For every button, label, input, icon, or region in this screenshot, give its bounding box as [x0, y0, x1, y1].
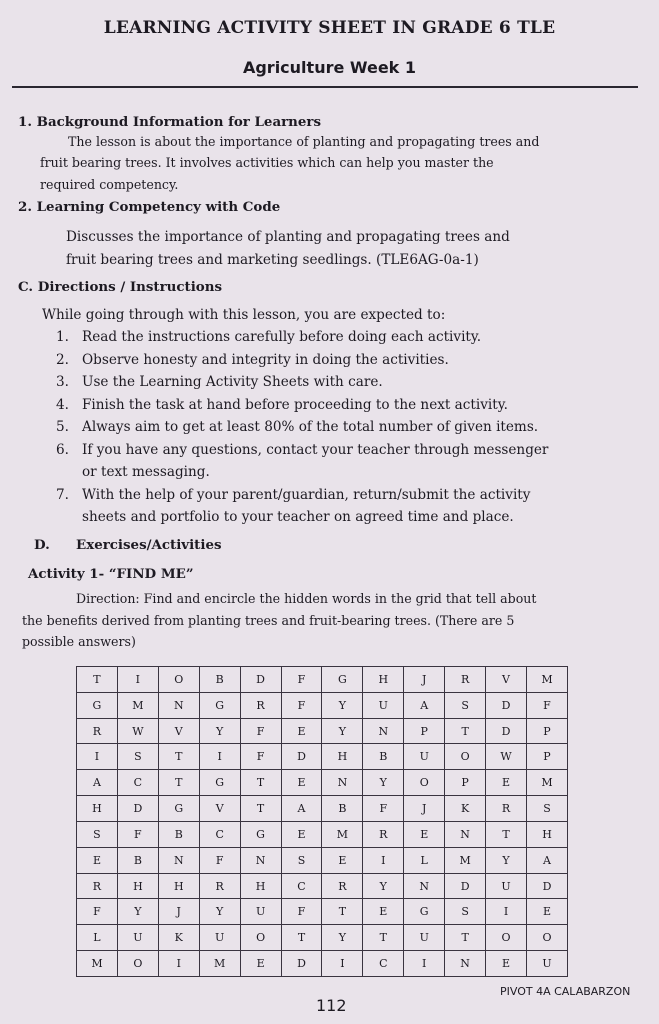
grid-cell[interactable]: T [240, 770, 281, 796]
grid-cell[interactable]: S [526, 796, 567, 822]
grid-cell[interactable]: D [486, 718, 527, 744]
background-line: fruit bearing trees. It involves activities which can help you master the [40, 155, 494, 170]
activity-direction: possible answers) [22, 634, 136, 649]
grid-cell[interactable]: U [363, 692, 404, 718]
grid-cell[interactable]: T [486, 821, 527, 847]
grid-cell[interactable]: N [363, 718, 404, 744]
grid-cell[interactable]: E [240, 951, 281, 977]
grid-cell[interactable]: B [322, 796, 363, 822]
grid-cell[interactable]: F [363, 796, 404, 822]
grid-cell[interactable]: G [404, 899, 445, 925]
grid-cell[interactable]: S [77, 821, 118, 847]
grid-cell[interactable]: E [363, 899, 404, 925]
grid-cell[interactable]: G [199, 770, 240, 796]
grid-cell[interactable]: S [445, 692, 486, 718]
grid-cell[interactable]: V [158, 718, 199, 744]
grid-cell[interactable]: M [322, 821, 363, 847]
grid-cell[interactable]: C [281, 873, 322, 899]
grid-cell[interactable]: V [486, 667, 527, 693]
grid-cell[interactable]: Y [199, 899, 240, 925]
list-item: 1. Read the instructions carefully before doing each activity. [56, 329, 482, 345]
grid-cell[interactable]: N [404, 873, 445, 899]
grid-cell[interactable]: R [445, 667, 486, 693]
grid-cell[interactable]: U [526, 951, 567, 977]
grid-cell[interactable]: M [199, 951, 240, 977]
grid-cell[interactable]: S [281, 847, 322, 873]
grid-cell[interactable]: T [77, 667, 118, 693]
grid-cell[interactable]: D [240, 667, 281, 693]
grid-cell[interactable]: B [363, 744, 404, 770]
grid-cell[interactable]: E [77, 847, 118, 873]
grid-cell[interactable]: O [240, 925, 281, 951]
background-line: The lesson is about the importance of planting and propagating trees and [68, 134, 540, 149]
grid-cell[interactable]: H [77, 796, 118, 822]
grid-cell[interactable]: R [322, 873, 363, 899]
grid-cell[interactable]: D [281, 744, 322, 770]
grid-cell[interactable]: M [445, 847, 486, 873]
grid-cell[interactable]: E [322, 847, 363, 873]
activity-title: Activity 1- “FIND ME” [28, 566, 194, 582]
grid-cell[interactable]: R [77, 873, 118, 899]
grid-cell[interactable]: F [240, 744, 281, 770]
list-item: 5. Always aim to get at least 80% of the total number of given items. [56, 419, 539, 435]
grid-cell[interactable]: L [404, 847, 445, 873]
page-number: 112 [316, 996, 347, 1015]
grid-cell[interactable]: K [158, 925, 199, 951]
grid-cell[interactable]: O [158, 667, 199, 693]
grid-cell[interactable]: N [158, 692, 199, 718]
grid-cell[interactable]: P [526, 744, 567, 770]
grid-cell[interactable]: J [404, 796, 445, 822]
section-exercises-heading: Exercises/Activities [76, 537, 222, 553]
grid-cell[interactable]: D [486, 692, 527, 718]
grid-cell[interactable]: T [240, 796, 281, 822]
grid-cell[interactable]: T [281, 925, 322, 951]
grid-cell[interactable]: C [363, 951, 404, 977]
grid-cell[interactable]: T [363, 925, 404, 951]
list-item: 7. With the help of your parent/guardian, return/submit the activity [56, 486, 531, 503]
grid-cell[interactable]: M [526, 770, 567, 796]
grid-row [77, 667, 568, 693]
grid-cell[interactable]: F [526, 692, 567, 718]
word-search-grid [76, 666, 568, 977]
grid-cell[interactable]: L [77, 925, 118, 951]
grid-cell[interactable]: G [199, 692, 240, 718]
list-item: 3. Use the Learning Activity Sheets with care. [56, 374, 383, 390]
grid-cell[interactable]: S [445, 899, 486, 925]
grid-cell[interactable]: E [486, 951, 527, 977]
grid-cell[interactable]: G [322, 667, 363, 693]
grid-cell[interactable]: Y [322, 692, 363, 718]
grid-row [77, 951, 568, 977]
grid-cell[interactable]: H [526, 821, 567, 847]
grid-cell[interactable]: Y [322, 925, 363, 951]
grid-cell[interactable]: T [158, 770, 199, 796]
grid-cell[interactable]: D [445, 873, 486, 899]
grid-cell[interactable]: R [363, 821, 404, 847]
grid-cell[interactable]: O [445, 744, 486, 770]
grid-cell[interactable]: M [117, 692, 158, 718]
grid-cell[interactable]: F [199, 847, 240, 873]
grid-cell[interactable]: B [199, 667, 240, 693]
grid-cell[interactable]: M [77, 951, 118, 977]
background-line: required competency. [40, 177, 179, 192]
activity-direction: Direction: Find and encircle the hidden words in the grid that tell about [76, 591, 537, 606]
publisher-label: PIVOT 4A CALABARZON [500, 985, 631, 998]
grid-cell[interactable]: D [117, 796, 158, 822]
grid-cell[interactable]: J [158, 899, 199, 925]
grid-cell[interactable]: C [199, 821, 240, 847]
grid-cell[interactable]: Y [117, 899, 158, 925]
grid-cell[interactable]: R [199, 873, 240, 899]
grid-cell[interactable]: I [199, 744, 240, 770]
grid-cell[interactable]: A [526, 847, 567, 873]
grid-cell[interactable]: N [240, 847, 281, 873]
grid-row [77, 770, 568, 796]
grid-cell[interactable]: O [486, 925, 527, 951]
grid-cell[interactable]: U [404, 925, 445, 951]
list-item: 6. If you have any questions, contact your teacher through messenger [56, 441, 549, 458]
grid-cell[interactable]: R [486, 796, 527, 822]
list-item: sheets and portfolio to your teacher on agreed time and place. [82, 509, 514, 525]
grid-row [77, 744, 568, 770]
grid-cell[interactable]: U [486, 873, 527, 899]
section-exercises-letter: D. [34, 537, 50, 553]
grid-cell[interactable]: H [158, 873, 199, 899]
competency-line: Discusses the importance of planting and propagating trees and [66, 229, 510, 245]
grid-cell[interactable]: R [240, 692, 281, 718]
grid-cell[interactable]: J [404, 667, 445, 693]
grid-row [77, 821, 568, 847]
grid-cell[interactable]: I [158, 951, 199, 977]
grid-cell[interactable]: N [445, 821, 486, 847]
grid-cell[interactable]: U [404, 744, 445, 770]
grid-cell[interactable]: N [445, 951, 486, 977]
grid-cell[interactable]: O [404, 770, 445, 796]
grid-cell[interactable]: I [486, 899, 527, 925]
grid-cell[interactable]: E [526, 899, 567, 925]
grid-cell[interactable]: F [281, 899, 322, 925]
grid-cell[interactable]: F [117, 821, 158, 847]
section-background-heading: 1. Background Information for Learners [18, 114, 322, 130]
grid-cell[interactable]: W [117, 718, 158, 744]
grid-cell[interactable]: U [117, 925, 158, 951]
grid-cell[interactable]: E [281, 770, 322, 796]
grid-row [77, 873, 568, 899]
list-item: 4. Finish the task at hand before proceeding to the next activity. [56, 396, 508, 413]
grid-row [77, 718, 568, 744]
section-competency-heading: 2. Learning Competency with Code [18, 199, 281, 215]
grid-cell[interactable]: E [281, 718, 322, 744]
grid-cell[interactable]: Y [322, 718, 363, 744]
grid-cell[interactable]: E [281, 821, 322, 847]
grid-cell[interactable]: O [526, 925, 567, 951]
grid-cell[interactable]: F [240, 718, 281, 744]
grid-cell[interactable]: C [117, 770, 158, 796]
grid-cell[interactable]: S [117, 744, 158, 770]
grid-cell[interactable]: T [445, 718, 486, 744]
grid-cell[interactable]: T [322, 899, 363, 925]
grid-row [77, 796, 568, 822]
grid-cell[interactable]: I [117, 667, 158, 693]
grid-cell[interactable]: E [486, 770, 527, 796]
header-divider [12, 86, 638, 88]
grid-cell[interactable]: I [77, 744, 118, 770]
grid-cell[interactable]: A [281, 796, 322, 822]
page-title: LEARNING ACTIVITY SHEET IN GRADE 6 TLE [103, 18, 556, 38]
instruction-list [56, 326, 636, 529]
grid-cell[interactable]: H [240, 873, 281, 899]
grid-cell[interactable]: I [322, 951, 363, 977]
grid-cell[interactable]: T [445, 925, 486, 951]
grid-cell[interactable]: Y [363, 873, 404, 899]
list-item: 2. Observe honesty and integrity in doing the activities. [56, 351, 449, 368]
grid-cell[interactable]: U [240, 899, 281, 925]
grid-cell[interactable]: O [117, 951, 158, 977]
grid-cell[interactable]: H [117, 873, 158, 899]
grid-cell[interactable]: F [281, 667, 322, 693]
grid-cell[interactable]: G [240, 821, 281, 847]
grid-cell[interactable]: Y [363, 770, 404, 796]
grid-cell[interactable]: U [199, 925, 240, 951]
grid-cell[interactable]: N [158, 847, 199, 873]
grid-cell[interactable]: M [526, 667, 567, 693]
grid-cell[interactable]: A [404, 692, 445, 718]
grid-cell[interactable]: P [445, 770, 486, 796]
grid-cell[interactable]: Y [486, 847, 527, 873]
grid-cell[interactable]: D [281, 951, 322, 977]
grid-cell[interactable]: V [199, 796, 240, 822]
grid-cell[interactable]: P [404, 718, 445, 744]
activity-direction: the benefits derived from planting trees and fruit-bearing trees. (There are 5 [22, 613, 515, 628]
grid-cell[interactable]: F [281, 692, 322, 718]
list-item: or text messaging. [82, 464, 210, 480]
grid-cell[interactable]: B [158, 821, 199, 847]
grid-row [77, 692, 568, 718]
grid-cell[interactable]: I [404, 951, 445, 977]
competency-line: fruit bearing trees and marketing seedlings. (TLE6AG-0a-1) [66, 252, 479, 268]
grid-cell[interactable]: D [526, 873, 567, 899]
page-subtitle: Agriculture Week 1 [242, 58, 417, 77]
grid-cell[interactable]: H [322, 744, 363, 770]
grid-cell[interactable]: I [363, 847, 404, 873]
grid-cell[interactable]: Y [199, 718, 240, 744]
grid-cell[interactable]: H [363, 667, 404, 693]
grid-cell[interactable]: T [158, 744, 199, 770]
grid-cell[interactable]: K [445, 796, 486, 822]
section-directions-heading: C. Directions / Instructions [18, 279, 223, 295]
grid-cell[interactable]: W [486, 744, 527, 770]
grid-cell[interactable]: G [77, 692, 118, 718]
grid-cell[interactable]: R [77, 718, 118, 744]
grid-cell[interactable]: B [117, 847, 158, 873]
grid-cell[interactable]: N [322, 770, 363, 796]
grid-cell[interactable]: P [526, 718, 567, 744]
directions-intro: While going through with this lesson, you are expected to: [42, 307, 446, 323]
grid-row [77, 925, 568, 951]
grid-cell[interactable]: F [77, 899, 118, 925]
grid-cell[interactable]: A [77, 770, 118, 796]
grid-row [77, 899, 568, 925]
grid-cell[interactable]: G [158, 796, 199, 822]
grid-row [77, 847, 568, 873]
grid-cell[interactable]: E [404, 821, 445, 847]
